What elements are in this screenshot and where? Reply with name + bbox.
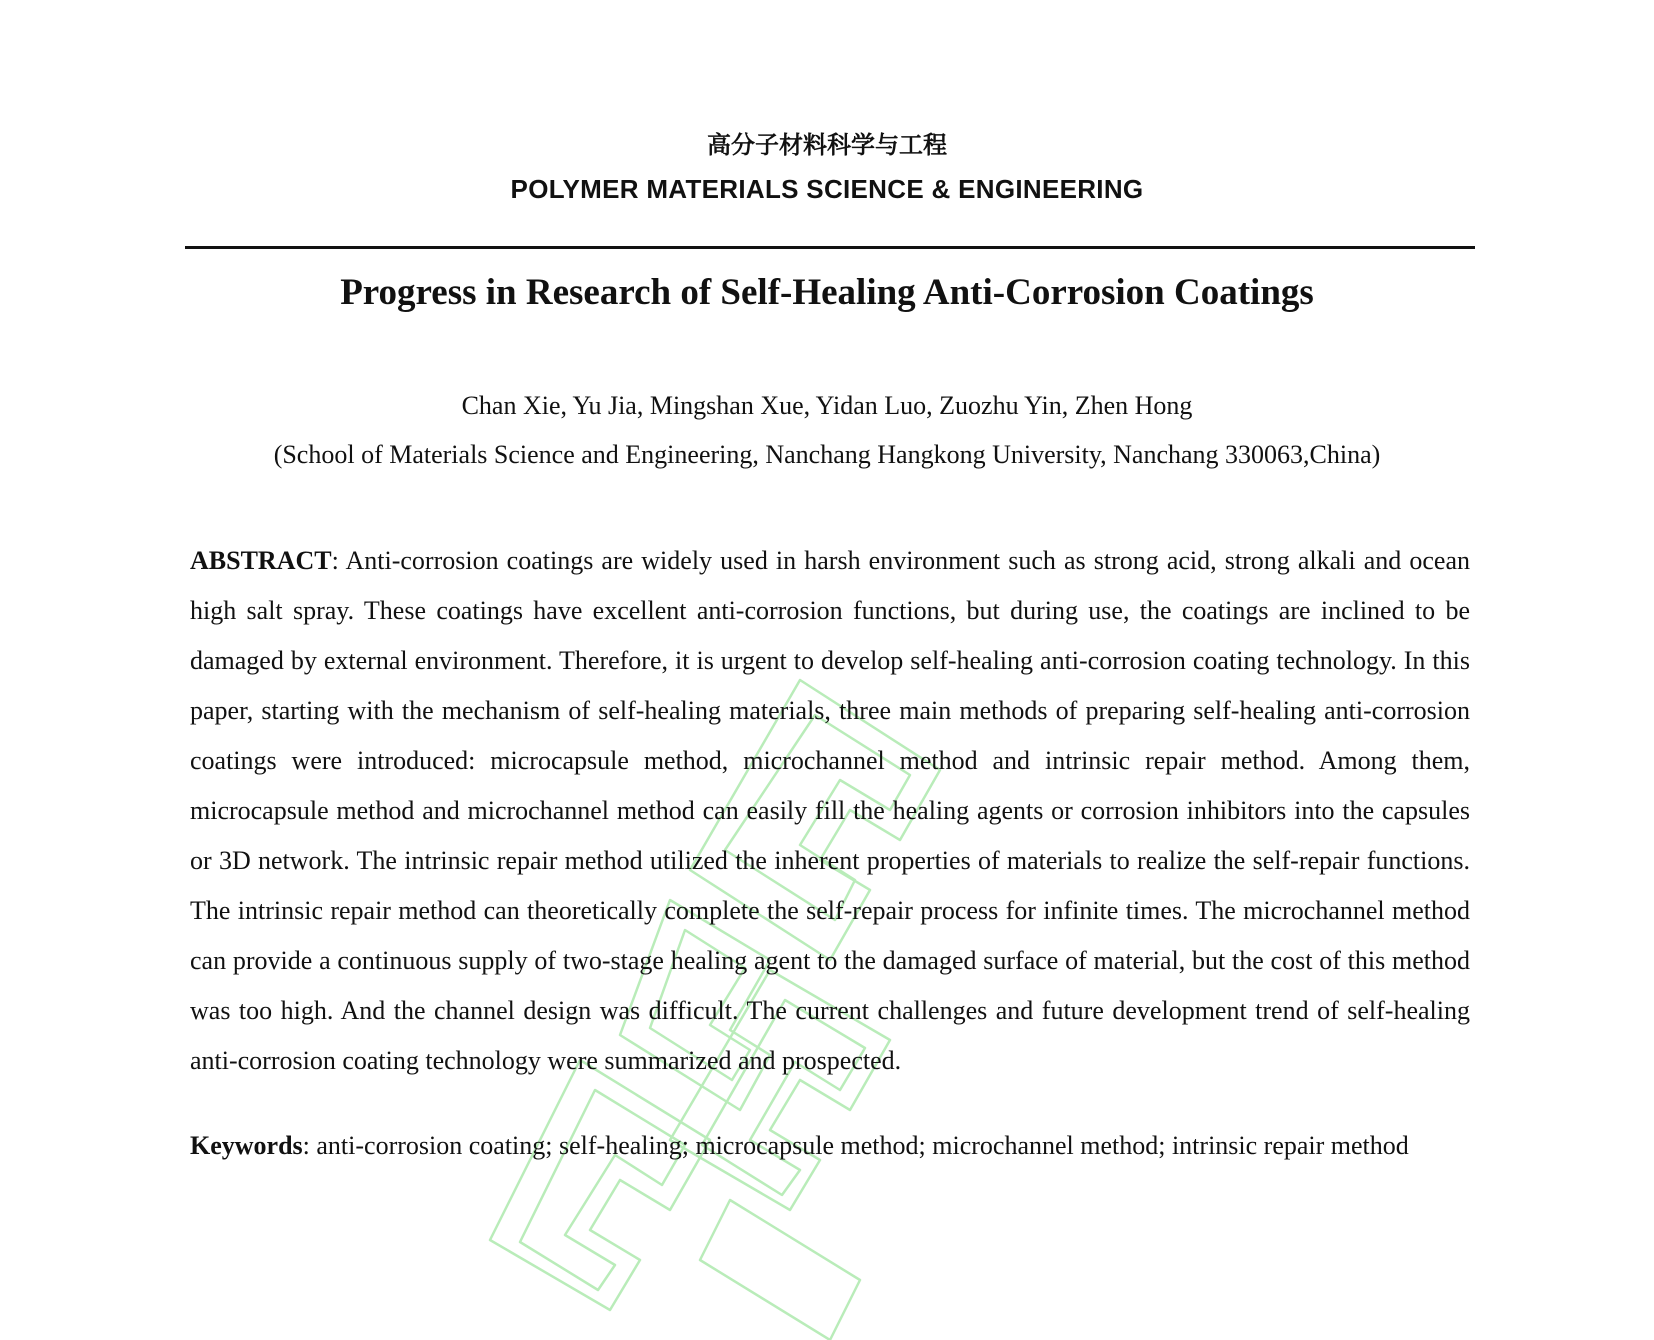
abstract-label: ABSTRACT (190, 546, 332, 575)
abstract-paragraph (190, 536, 1470, 1086)
header-divider (185, 246, 1475, 249)
article-title: Progress in Research of Self-Healing Anti-Corrosion Coatings (340, 272, 1314, 313)
journal-name-english: POLYMER MATERIALS SCIENCE & ENGINEERING (510, 174, 1144, 204)
keywords-label: Keywords (190, 1131, 303, 1160)
journal-name-chinese: 高分子材料科学与工程 (707, 131, 947, 159)
keywords-text: : anti-corrosion coating; self-healing; microcapsule method; microchannel method; intrinsic repair method (302, 1131, 1409, 1160)
keywords-paragraph (190, 1126, 1470, 1166)
author-list: Chan Xie, Yu Jia, Mingshan Xue, Yidan Luo, Zuozhu Yin, Zhen Hong (461, 391, 1193, 420)
author-affiliation: (School of Materials Science and Engineering, Nanchang Hangkong University, Nanchang 330063,China) (273, 440, 1381, 469)
abstract-text: : Anti-corrosion coatings are widely used in harsh environment such as strong acid, strong alkali and ocean high salt spray. These coatings have excellent anti-corrosion functions, but during use, the coatings are inclined to be damaged by external environment. Therefore, it is urgent to develop self-healing anti-corrosion coating technology. In this paper, starting with the mechanism of self-healing materials, three main methods of preparing self-healing anti-corrosion coatings were introduced: microcapsule method, microchannel method and intrinsic repair method. Among them, microcapsule method and microchannel method can easily fill the healing agents or corrosion inhibitors into the capsules or 3D network. The intrinsic repair method utilized the inherent properties of materials to realize the self-repair functions. The intrinsic repair method can theoretically complete the self-repair process for infinite times. The microchannel method can provide a continuous supply of two-stage healing agent to the damaged surface of material, but the cost of this method was too high. And the channel design was difficult. The current challenges and future development trend of self-healing anti-corrosion coating technology were summarized and prospected. (190, 546, 1470, 1075)
